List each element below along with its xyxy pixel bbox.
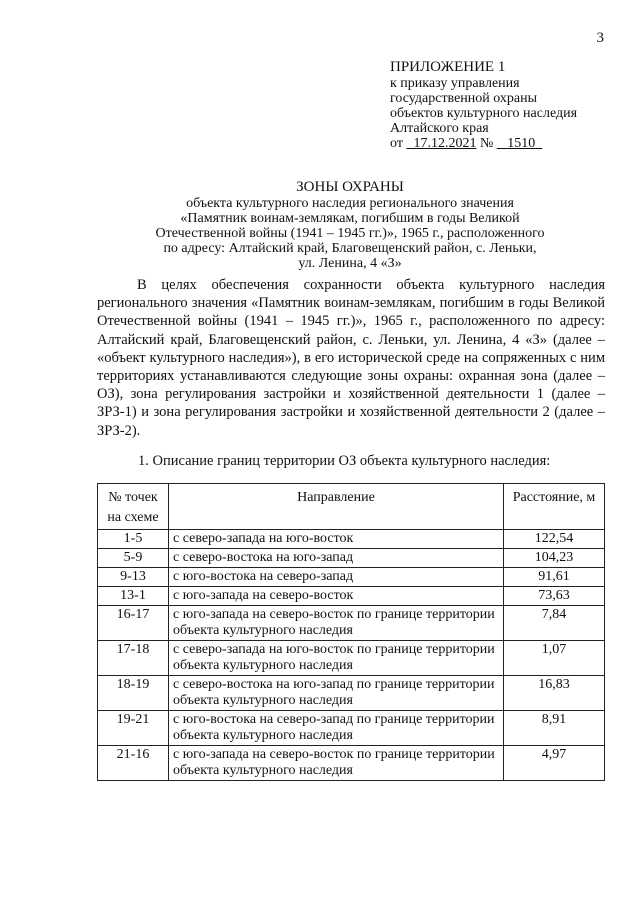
title-line: Отечественной войны (1941 – 1945 гг.)», 1965 г., расположенного	[155, 226, 545, 241]
table-row	[98, 676, 605, 711]
cell-points: 19-21	[98, 711, 169, 746]
cell-distance: 8,91	[504, 711, 605, 746]
cell-points: 17-18	[98, 641, 169, 676]
table-row	[98, 568, 605, 587]
cell-distance: 73,63	[504, 587, 605, 606]
cell-points: 18-19	[98, 676, 169, 711]
table-header-row	[98, 484, 605, 530]
page-number: 3	[596, 30, 604, 46]
title-line: по адресу: Алтайский край, Благовещенский район, с. Леньки,	[163, 241, 537, 256]
intro-paragraph: В целях обеспечения сохранности объекта культурного наследия регионального значения «Памятник воинам-землякам, погибшим в годы Великой Отечественной войны (1941 – 1945 гг.)», 1965 г., расположенного по адресу: Алтайский край, Благовещенский район, с. Леньки, ул. Ленина, 4 «З» (далее – «объект культурного наследия»), в его исторической среде на сопряженных с ним территориях устанавливаются следующие зоны охраны: охранная зона (далее – ОЗ), зона регулирования застройки и хозяйственной деятельности 1 (далее – ЗРЗ-1) и зона регулирования застройки и хозяйственной деятельности 2 (далее – ЗРЗ-2).	[97, 277, 605, 439]
cell-distance: 104,23	[504, 549, 605, 568]
cell-distance: 4,97	[504, 746, 605, 781]
title-line: ул. Ленина, 4 «З»	[298, 256, 402, 271]
table-row	[98, 746, 605, 781]
date-prefix: от	[390, 136, 403, 151]
cell-direction: с северо-запада на юго-восток	[169, 530, 504, 549]
boundary-table	[97, 483, 605, 781]
cell-points: 5-9	[98, 549, 169, 568]
table-row	[98, 606, 605, 641]
cell-direction: с юго-запада на северо-восток	[169, 587, 504, 606]
appendix-date-line	[390, 136, 630, 151]
appendix-block	[390, 60, 630, 151]
cell-direction: с юго-запада на северо-восток по границе территории объекта культурного наследия	[169, 606, 504, 641]
table-row	[98, 641, 605, 676]
appendix-line: государственной охраны	[390, 91, 538, 106]
appendix-line: к приказу управления	[390, 76, 520, 91]
cell-direction: с северо-востока на юго-запад по границе территории объекта культурного наследия	[169, 676, 504, 711]
appendix-line: Алтайского края	[390, 121, 489, 136]
order-number: 1510	[507, 136, 536, 151]
cell-distance: 16,83	[504, 676, 605, 711]
header-distance: Расстояние, м	[504, 484, 605, 530]
section-heading: 1. Описание границ территории ОЗ объекта культурного наследия:	[138, 453, 551, 469]
cell-points: 21-16	[98, 746, 169, 781]
document-title-block	[80, 180, 620, 271]
cell-direction: с юго-запада на северо-восток по границе территории объекта культурного наследия	[169, 746, 504, 781]
cell-distance: 1,07	[504, 641, 605, 676]
cell-points: 9-13	[98, 568, 169, 587]
order-date: 17.12.2021	[413, 136, 477, 151]
title-line: «Памятник воинам-землякам, погибшим в годы Великой	[180, 211, 520, 226]
cell-points: 16-17	[98, 606, 169, 641]
cell-distance: 122,54	[504, 530, 605, 549]
appendix-line: объектов культурного наследия	[390, 106, 578, 121]
cell-points: 1-5	[98, 530, 169, 549]
document-title: ЗОНЫ ОХРАНЫ	[296, 179, 404, 195]
number-prefix: №	[479, 136, 494, 151]
table-row	[98, 587, 605, 606]
cell-direction: с северо-запада на юго-восток по границе территории объекта культурного наследия	[169, 641, 504, 676]
table-row	[98, 530, 605, 549]
cell-distance: 91,61	[504, 568, 605, 587]
table-row	[98, 549, 605, 568]
table-row	[98, 711, 605, 746]
header-direction: Направление	[169, 484, 504, 530]
header-points: № точек на схеме	[98, 484, 169, 530]
title-line: объекта культурного наследия регионального значения	[186, 196, 514, 211]
cell-distance: 7,84	[504, 606, 605, 641]
cell-direction: с северо-востока на юго-запад	[169, 549, 504, 568]
cell-direction: с юго-востока на северо-запад	[169, 568, 504, 587]
appendix-heading: ПРИЛОЖЕНИЕ 1	[390, 59, 506, 75]
cell-points: 13-1	[98, 587, 169, 606]
cell-direction: с юго-востока на северо-запад по границе территории объекта культурного наследия	[169, 711, 504, 746]
